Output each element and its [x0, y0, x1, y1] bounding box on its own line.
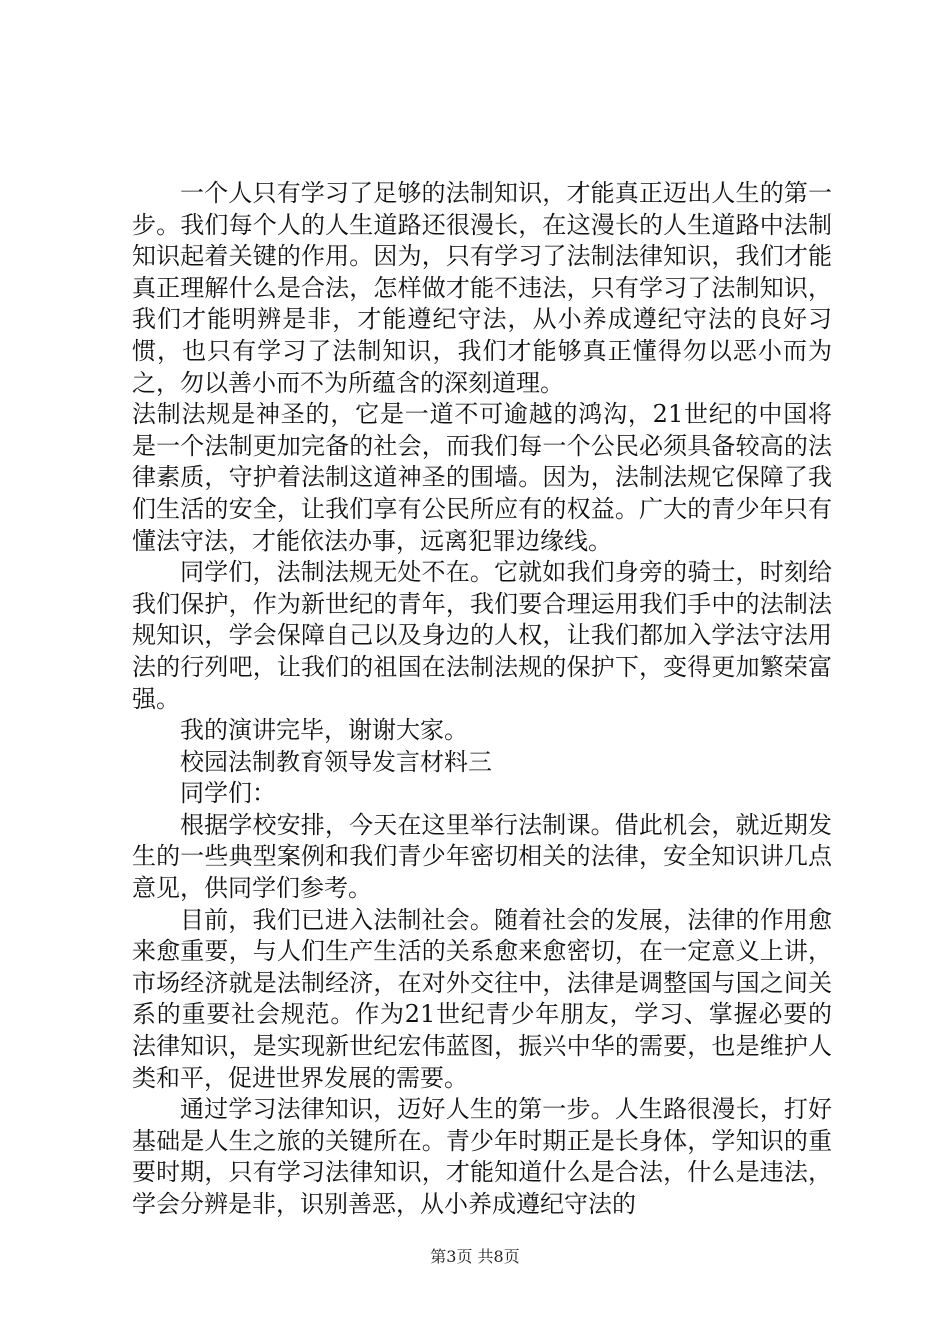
- document-body: [132, 178, 832, 1221]
- paragraph-5: 根据学校安排，今天在这里举行法制课。借此机会，就近期发生的一些典型案例和我们青少年密切相关的法律，安全知识讲几点意见，供同学们参考。: [132, 810, 832, 903]
- salutation: 同学们：: [180, 779, 276, 808]
- paragraph-2: 法制法规是神圣的，它是一道不可逾越的鸿沟，21世纪的中国将是一个法制更加完备的社会，而我们每一个公民必须具备较高的法律素质，守护着法制这道神圣的围墙。因为，法制法规它保障了我们生活的安全，让我们享有公民所应有的权益。广大的青少年只有懂法守法，才能依法办事，远离犯罪边缘线。: [132, 400, 832, 555]
- paragraph-7: 通过学习法律知识，迈好人生的第一步。人生路很漫长，打好基础是人生之旅的关键所在。青少年时期正是长身体，学知识的重要时期，只有学习法律知识，才能知道什么是合法，什么是违法，学会分辨是非，识别善恶，从小养成遵纪守法的: [132, 1095, 832, 1218]
- section-title: 校园法制教育领导发言材料三: [180, 747, 492, 776]
- paragraph-1: 一个人只有学习了足够的法制知识，才能真正迈出人生的第一步。我们每个人的人生道路还很漫长，在这漫长的人生道路中法制知识起着关键的作用。因为，只有学习了法制法律知识，我们才能真正理解什么是合法，怎样做才能不违法，只有学习了法制知识，我们才能明辨是非，才能遵纪守法，从小养成遵纪守法的良好习惯，也只有学习了法制知识，我们才能够真正懂得勿以恶小而为之，勿以善小而不为所蕴含的深刻道理。: [132, 179, 832, 397]
- paragraph-3: 同学们，法制法规无处不在。它就如我们身旁的骑士，时刻给我们保护，作为新世纪的青年，我们要合理运用我们手中的法制法规知识，学会保障自己以及身边的人权，让我们都加入学法守法用法的行列吧，让我们的祖国在法制法规的保护下，变得更加繁荣富强。: [132, 558, 832, 713]
- page-footer: 第3页 共8页: [430, 1247, 520, 1266]
- paragraph-6: 目前，我们已进入法制社会。随着社会的发展，法律的作用愈来愈重要，与人们生产生活的关系愈来愈密切，在一定意义上讲，市场经济就是法制经济，在对外交往中，法律是调整国与国之间关系的重要社会规范。作为21世纪青少年朋友，学习、掌握必要的法律知识，是实现新世纪宏伟蓝图，振兴中华的需要，也是维护人类和平，促进世界发展的需要。: [132, 905, 832, 1092]
- paragraph-4: 我的演讲完毕，谢谢大家。: [180, 716, 468, 745]
